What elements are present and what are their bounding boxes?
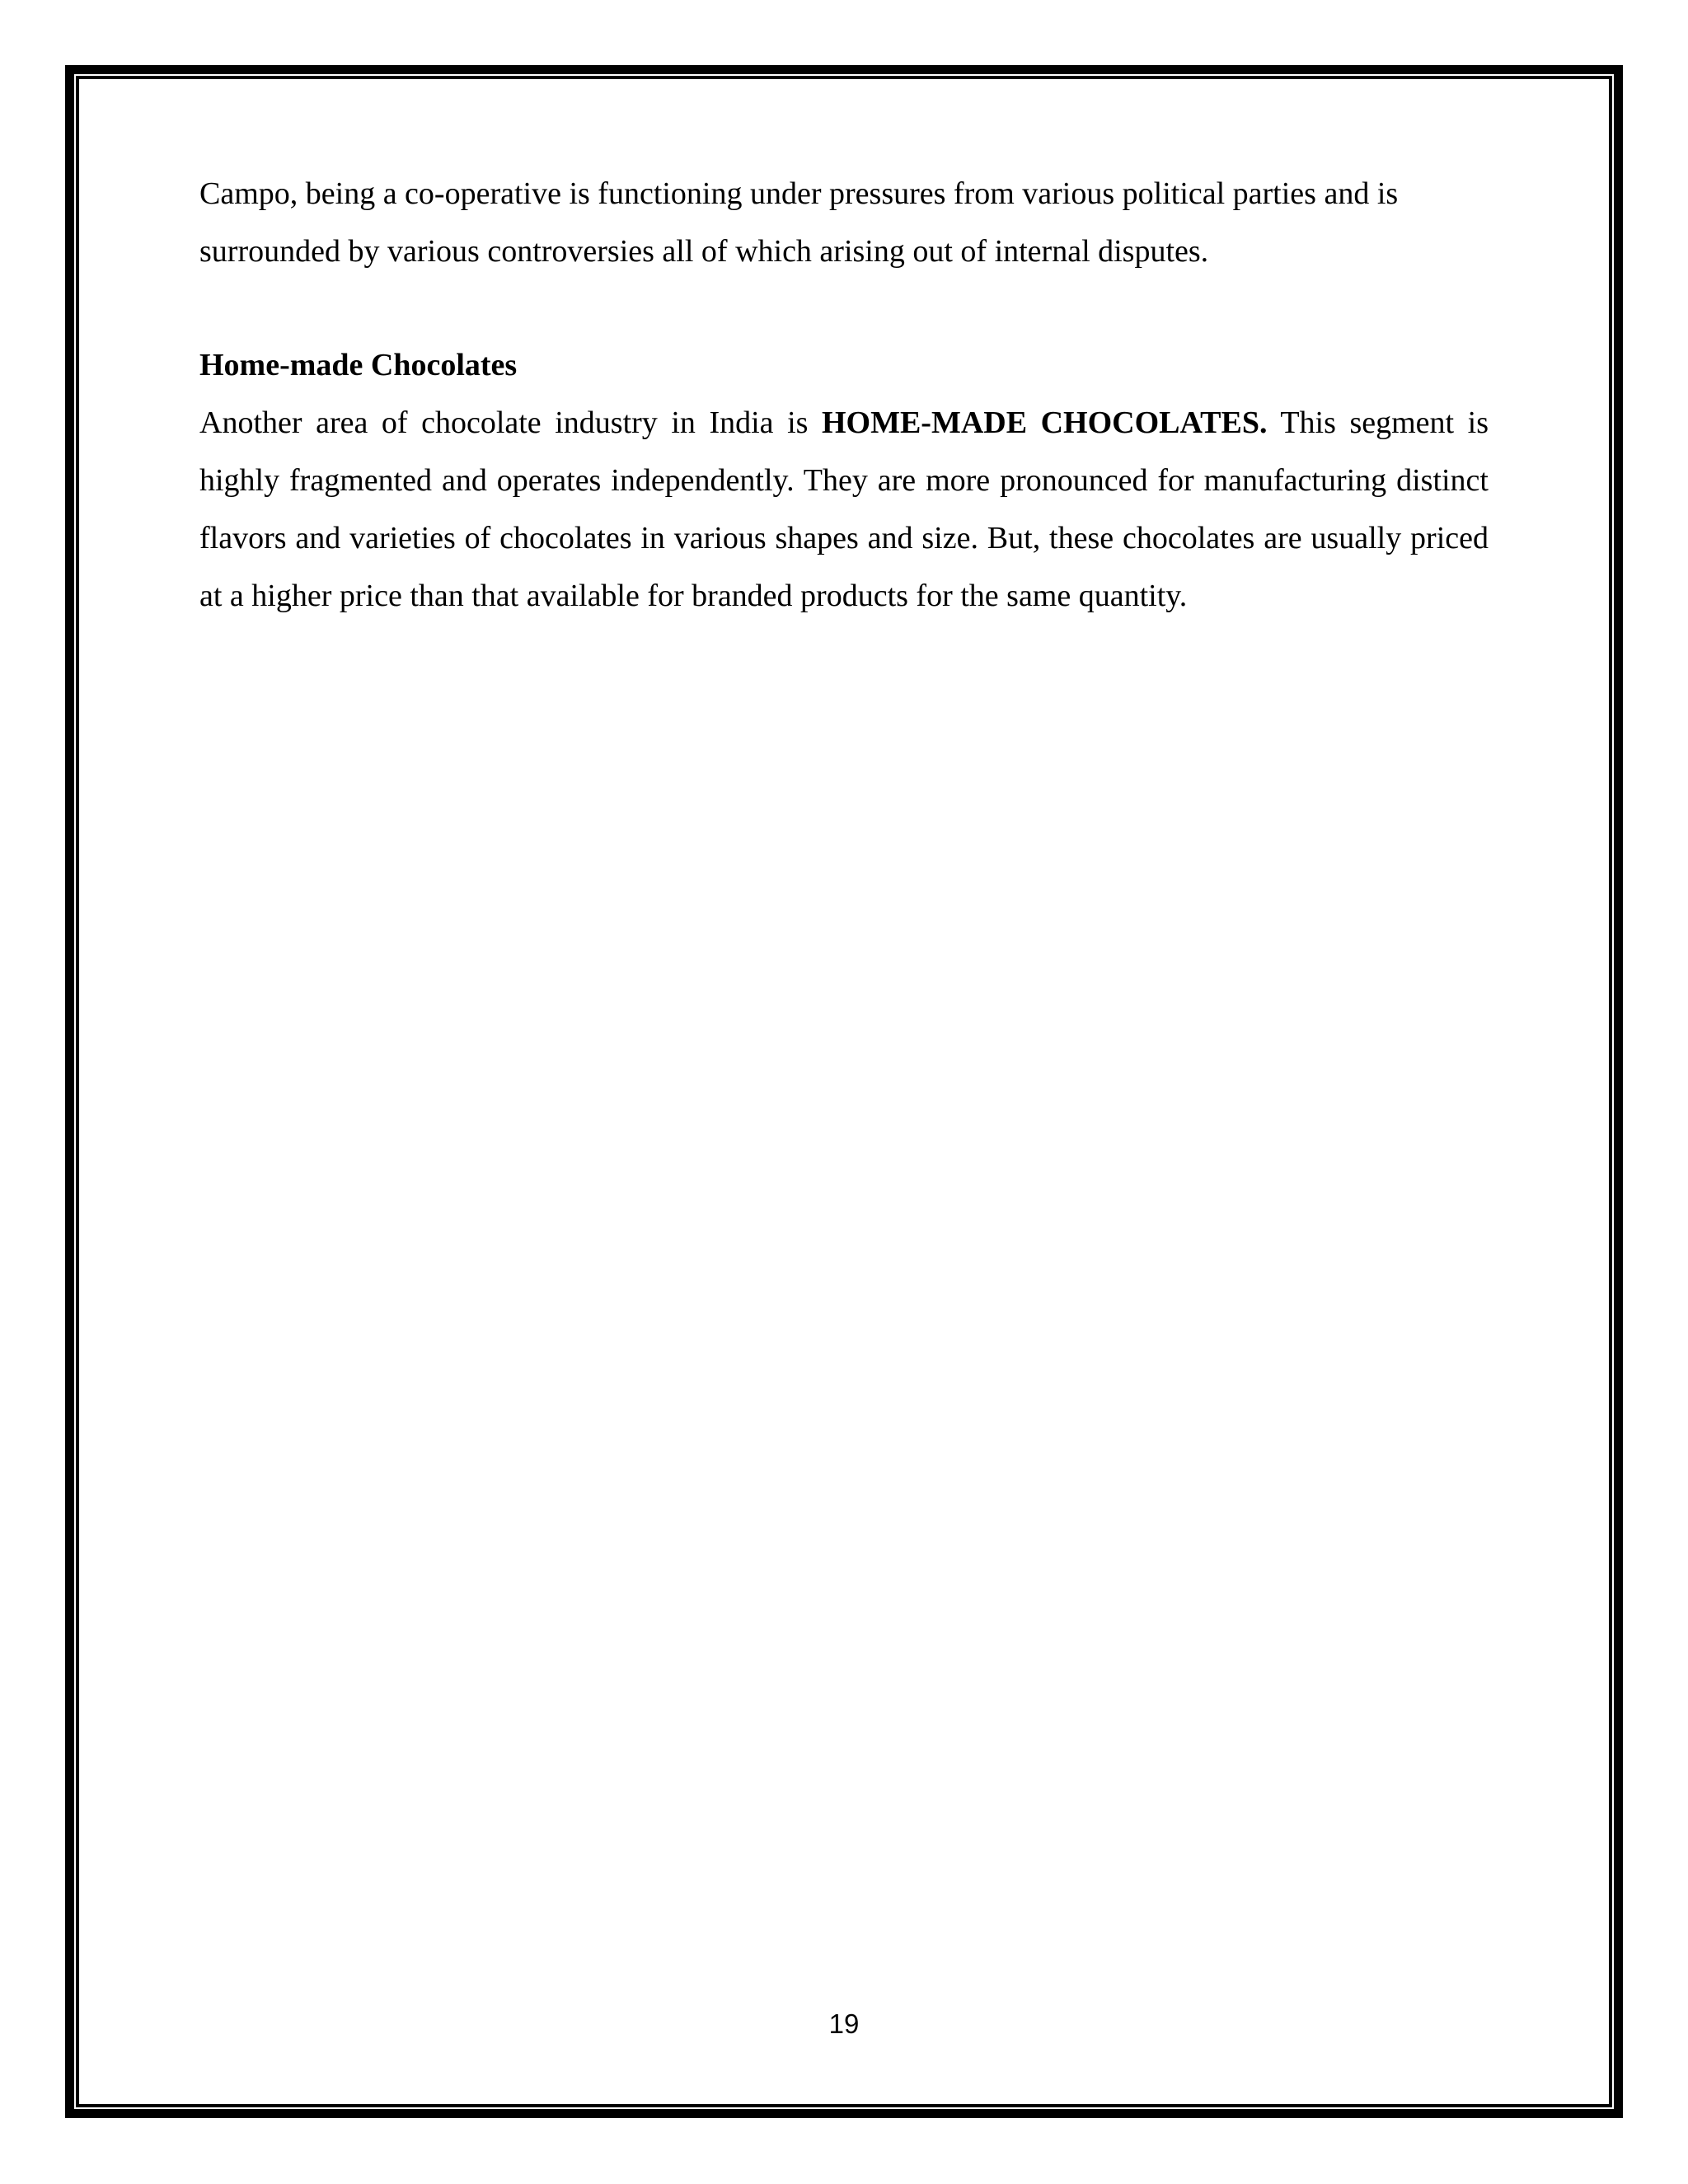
paragraph-text-end: This segment is highly fragmented and operates independently. They are more pronounced for manufacturing distinct flavors and varieties of chocolates in various shapes and size. But, these chocolates are usually priced at a higher price than that available for branded products for the same quantity. (199, 405, 1489, 613)
page-content (199, 165, 1489, 625)
paragraph-campo: Campo, being a co-operative is functioning under pressures from various political parties and is surrounded by various controversies all of which arising out of internal disputes. (199, 176, 1399, 269)
paragraph-home-made (199, 394, 1489, 625)
paragraph-text-start: Another area of chocolate industry in India is (199, 405, 822, 440)
page-number: 19 (828, 2008, 860, 2039)
paragraph-bold-term: HOME-MADE CHOCOLATES. (821, 405, 1268, 440)
section-heading: Home-made Chocolates (199, 348, 518, 382)
